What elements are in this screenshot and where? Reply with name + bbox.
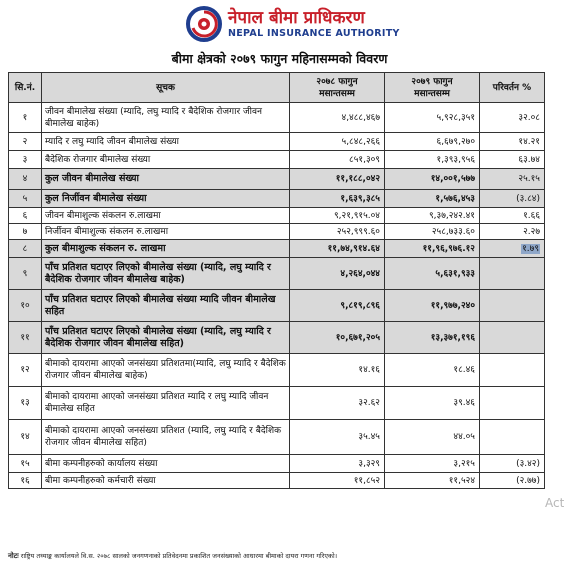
row-prev-value: ५,८४८,२६६ [290,133,385,151]
table-row [9,224,545,240]
row-cur-value: १४,००१,५७७ [385,169,480,190]
row-indicator: बीमाको दायरामा आएको जनसंख्या प्रतिशत म्यादि र लघु म्यादि जीवन बीमालेख सहित [42,387,290,420]
row-prev-value: ४,२६४,०४४ [290,258,385,290]
row-cur-value: ११,५२४ [385,473,480,489]
header-change: परिवर्तन % [480,73,545,103]
row-sn: १६ [9,473,42,489]
row-cur-value: ३९.४६ [385,387,480,420]
row-sn: ९ [9,258,42,290]
row-prev-value: ११,१८८,०४२ [290,169,385,190]
row-change: १.६६ [480,208,545,224]
report-title: बीमा क्षेत्रको २०७९ फागुन महिनासम्मको विवरण [171,51,388,66]
row-sn: १४ [9,420,42,455]
row-indicator: जीवन बीमालेख संख्या (म्यादि, लघु म्यादि र बैदेशिक रोजगार जीवन बीमालेख बाहेक) [42,103,290,133]
row-cur-value: १,३९३,९५६ [385,151,480,169]
row-sn: ८ [9,240,42,258]
row-sn: ७ [9,224,42,240]
footnote-text: राष्ट्रिय तथ्याङ्क कार्यालयले वि.स. २०७८ सालको जनगणनाको प्रतिवेदनमा प्रकाशित जनसंख्याको आधारमा बीमाको दायरा गणना गरिएको। [20,552,338,560]
row-sn: १३ [9,387,42,420]
header-indicator: सूचक [42,73,290,103]
row-cur-value: ११,९७७,२४० [385,290,480,322]
row-change: ६३.७४ [480,151,545,169]
row-change: (३.८४) [480,190,545,208]
table-row [9,420,545,455]
header-cur-line1: २०७९ फागुन [411,76,453,87]
row-prev-value: १,६३९,३८५ [290,190,385,208]
table-row [9,354,545,387]
row-indicator: कुल निर्जीवन बीमालेख संख्या [42,190,290,208]
row-prev-value: ९,८१९,८९६ [290,290,385,322]
row-change: २.२७ [480,224,545,240]
row-prev-value: ११,८५२ [290,473,385,489]
table-row [9,133,545,151]
row-change [480,258,545,290]
row-indicator: कुल बीमाशुल्क संकलन रु. लाखमा [42,240,290,258]
table-row [9,190,545,208]
row-indicator: बीमा कम्पनीहरुको कार्यालय संख्या [42,455,290,473]
row-cur-value: १८.४६ [385,354,480,387]
row-change: २५.१५ [480,169,545,190]
header-cur-year [385,73,480,103]
row-indicator: पाँच प्रतिशत घटाएर लिएको बीमालेख संख्या (म्यादि, लघु म्यादि र बैदेशिक रोजगार जीवन बीमालेख सहित) [42,322,290,354]
header-prev-line2: मसान्तसम्म [319,88,355,99]
row-cur-value: ५,९२८,३५१ [385,103,480,133]
page-header [0,0,559,50]
highlighted-change-value: १.७९ [522,243,539,254]
row-sn: २ [9,133,42,151]
table-body [9,103,545,489]
row-indicator: कुल जीवन बीमालेख संख्या [42,169,290,190]
table-row [9,473,545,489]
table-row [9,240,545,258]
row-change [480,322,545,354]
row-sn: ५ [9,190,42,208]
row-sn: ११ [9,322,42,354]
row-indicator: बैदेशिक रोजगार बीमालेख संख्या [42,151,290,169]
row-cur-value: २५८,७३३.६० [385,224,480,240]
table-row [9,169,545,190]
row-sn: ३ [9,151,42,169]
row-prev-value: ३२.६२ [290,387,385,420]
row-indicator: बीमा कम्पनीहरुको कर्मचारी संख्या [42,473,290,489]
row-change [480,290,545,322]
row-change: (३.४२) [480,455,545,473]
row-cur-value: १,५७६,४५३ [385,190,480,208]
row-indicator: बीमाको दायरामा आएको जनसंख्या प्रतिशतमा(म्यादि, लघु म्यादि र बैदेशिक रोजगार जीवन बीमालेख बाहेक) [42,354,290,387]
header-sn: सि.नं. [9,73,42,103]
row-cur-value: ५,६३१,९३३ [385,258,480,290]
row-prev-value: ३५.४५ [290,420,385,455]
header-prev-year [290,73,385,103]
row-change [480,387,545,420]
insurance-report-table [8,72,545,489]
nia-logo-icon [186,6,222,42]
org-name-english: NEPAL INSURANCE AUTHORITY [228,28,400,39]
table-row [9,387,545,420]
row-change: ३२.०८ [480,103,545,133]
row-prev-value: ४,४८८,४६७ [290,103,385,133]
row-cur-value: ९,३७,२४२.४१ [385,208,480,224]
row-prev-value: ९,२१,९१५.०४ [290,208,385,224]
row-cur-value: ६,६७९,२७० [385,133,480,151]
row-prev-value: २५२,९९९.६० [290,224,385,240]
table-row [9,151,545,169]
row-indicator: पाँच प्रतिशत घटाएर लिएको बीमालेख संख्या (म्यादि, लघु म्यादि र बैदेशिक रोजगार जीवन बीमालेख बाहेक) [42,258,290,290]
row-indicator: म्यादि र लघु म्यादि जीवन बीमालेख संख्या [42,133,290,151]
row-sn: १५ [9,455,42,473]
header-prev-line1: २०७८ फागुन [316,76,358,87]
row-change: (२.७७) [480,473,545,489]
activate-watermark: Act [545,496,564,510]
row-indicator: बीमाको दायरामा आएको जनसंख्या प्रतिशत (म्यादि, लघु म्यादि र बैदेशिक रोजगार जीवन बीमालेख सहित) [42,420,290,455]
row-cur-value: ४४.०५ [385,420,480,455]
row-indicator: पाँच प्रतिशत घटाएर लिएको बीमालेख संख्या म्यादि जीवन बीमालेख सहित [42,290,290,322]
table-row [9,455,545,473]
row-sn: ६ [9,208,42,224]
row-sn: १० [9,290,42,322]
row-change: १४.२१ [480,133,545,151]
row-cur-value: ११,९६,९७६.१२ [385,240,480,258]
table-row [9,103,545,133]
row-change [480,354,545,387]
table-row [9,290,545,322]
footnote [8,551,548,561]
row-cur-value: १३,३७१,१९६ [385,322,480,354]
row-prev-value: ८५१,३०९ [290,151,385,169]
row-change [480,420,545,455]
row-cur-value: ३,२१५ [385,455,480,473]
table-row [9,208,545,224]
row-prev-value: ११,७४,९१४.६४ [290,240,385,258]
row-prev-value: १४.१६ [290,354,385,387]
row-sn: १२ [9,354,42,387]
table-row [9,258,545,290]
row-sn: १ [9,103,42,133]
header-cur-line2: मसान्तसम्म [414,88,450,99]
table-row [9,322,545,354]
row-indicator: जीवन बीमाशुल्क संकलन रु.लाखमा [42,208,290,224]
row-sn: ४ [9,169,42,190]
row-prev-value: ३,३२९ [290,455,385,473]
org-name-nepali: नेपाल बीमा प्राधिकरण [228,8,365,28]
row-prev-value: १०,६७१,२०५ [290,322,385,354]
row-indicator: निर्जीवन बीमाशुल्क संकलन रु.लाखमा [42,224,290,240]
footnote-label: नोटः [8,552,19,560]
table-header-row [9,73,545,103]
row-change [480,240,545,258]
